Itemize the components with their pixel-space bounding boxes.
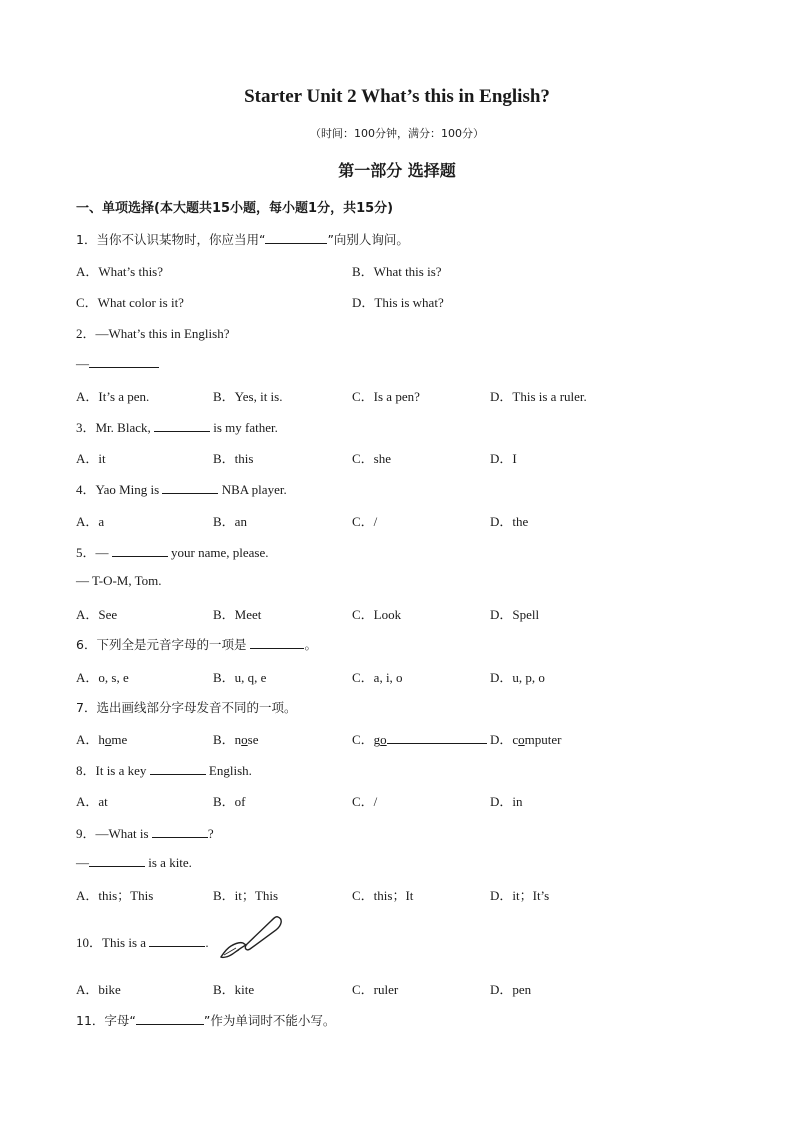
question-text: ”向别人询问。 [327,232,409,247]
question-9 [76,823,214,842]
question-8 [76,760,252,779]
option-c: C．she [352,451,392,466]
question-5-response: — T-O-M, Tom. [76,573,162,588]
question-text: 6．下列全是元音字母的一项是 [76,637,251,652]
question-11 [76,1011,335,1029]
question-text: 3．Mr. Black, [76,420,154,435]
question-text: English. [205,763,252,778]
option-d: D．I [490,451,517,466]
option-text: mputer [524,732,562,747]
option-b: B．Yes, it is. [213,389,283,404]
option-d: D．in [490,794,523,809]
option-d: D．This is a ruler. [490,389,587,404]
answer-blank [112,544,168,557]
option-label: D．c [490,732,519,747]
response-dash: — [76,356,89,371]
question-text: NBA player. [218,482,287,497]
question-text: 10．This is a [76,935,150,950]
exam-info: （时间：100分钟，满分：100分） [310,127,484,140]
option-d: D．This is what? [352,295,444,310]
question-text: 。 [304,637,317,652]
answer-blank [89,355,159,368]
option-b: B．kite [213,982,255,997]
part-heading: 第一部分 选择题 [338,161,456,180]
question-text: 4．Yao Ming is [76,482,163,497]
question-5 [76,542,268,561]
option-d: D．it；It’s [490,888,550,903]
option-text: se [247,732,259,747]
option-b: B．of [213,794,246,809]
question-10 [76,932,209,951]
question-text: ? [207,826,214,841]
underlined-letter: o [241,732,248,747]
underlined-letter: o [380,732,387,747]
question-text: ”作为单词时不能小写。 [203,1013,336,1028]
answer-blank [250,636,304,649]
option-b: B．an [213,514,247,529]
question-9-response [76,854,192,871]
answer-blank [154,419,210,432]
question-4 [76,479,287,498]
option-a: A．bike [76,982,121,997]
option-c: C．/ [352,794,378,809]
option-d: D．the [490,514,529,529]
answer-blank [136,1012,204,1025]
answer-blank [149,934,205,947]
option-d: D．u, p, o [490,670,545,685]
option-label: A．h [76,732,105,747]
option-d: D．Spell [490,607,540,622]
option-a: A．a [76,514,105,529]
option-text: me [111,732,128,747]
section-heading: 一、单项选择(本大题共15小题，每小题1分，共15分) [76,201,394,216]
question-6 [76,635,317,653]
option-a: A．It’s a pen. [76,389,150,404]
option-a [76,729,127,748]
paintbrush-icon [216,913,286,963]
underlined-letter: o [104,732,112,747]
question-7: 7．选出画线部分字母发音不同的一项。 [76,700,297,715]
option-a: A．at [76,794,108,809]
option-c: C．ruler [352,982,399,997]
option-c: C．/ [352,514,378,529]
question-2: 2．—What’s this in English? [76,326,230,341]
option-a: A．it [76,451,106,466]
question-3 [76,417,278,436]
option-c: C．Look [352,607,402,622]
response-dash: — [76,855,89,870]
option-c: C．What color is it? [76,295,184,310]
question-1 [76,230,409,248]
option-label: C．g [352,732,381,747]
question-text: is a kite. [145,855,192,870]
answer-blank [162,481,218,494]
question-text: 8．It is a key [76,763,150,778]
option-c: C．a, i, o [352,670,403,685]
option-a: A．this；This [76,888,154,903]
answer-blank [265,231,327,244]
option-b: B．this [213,451,254,466]
option-a: A．o, s, e [76,670,129,685]
option-b: B．it；This [213,888,279,903]
question-text: 5．— [76,545,112,560]
page-title: Starter Unit 2 What’s this in English? [244,86,550,107]
option-label: B．n [213,732,242,747]
question-text: . [205,935,209,950]
underlined-letter: o [518,732,525,747]
option-c: C．Is a pen? [352,389,420,404]
option-b: B．What this is? [352,264,442,279]
option-b: B．Meet [213,607,262,622]
answer-blank [150,762,206,775]
question-text: is my father. [210,420,278,435]
option-a: A．See [76,607,118,622]
question-text: your name, please. [167,545,269,560]
answer-blank [89,854,145,867]
option-d [490,729,562,748]
option-c: C．this；It [352,888,414,903]
question-text: 1．当你不认识某物时，你应当用“ [76,232,266,247]
answer-blank [152,825,208,838]
question-2-response [76,355,159,372]
option-b [213,729,259,748]
question-text: 11．字母“ [76,1013,136,1028]
option-a: A．What’s this? [76,264,164,279]
underline-rule [387,731,487,744]
option-c [352,729,487,748]
question-text: 9．—What is [76,826,152,841]
option-d: D．pen [490,982,532,997]
option-b: B．u, q, e [213,670,267,685]
